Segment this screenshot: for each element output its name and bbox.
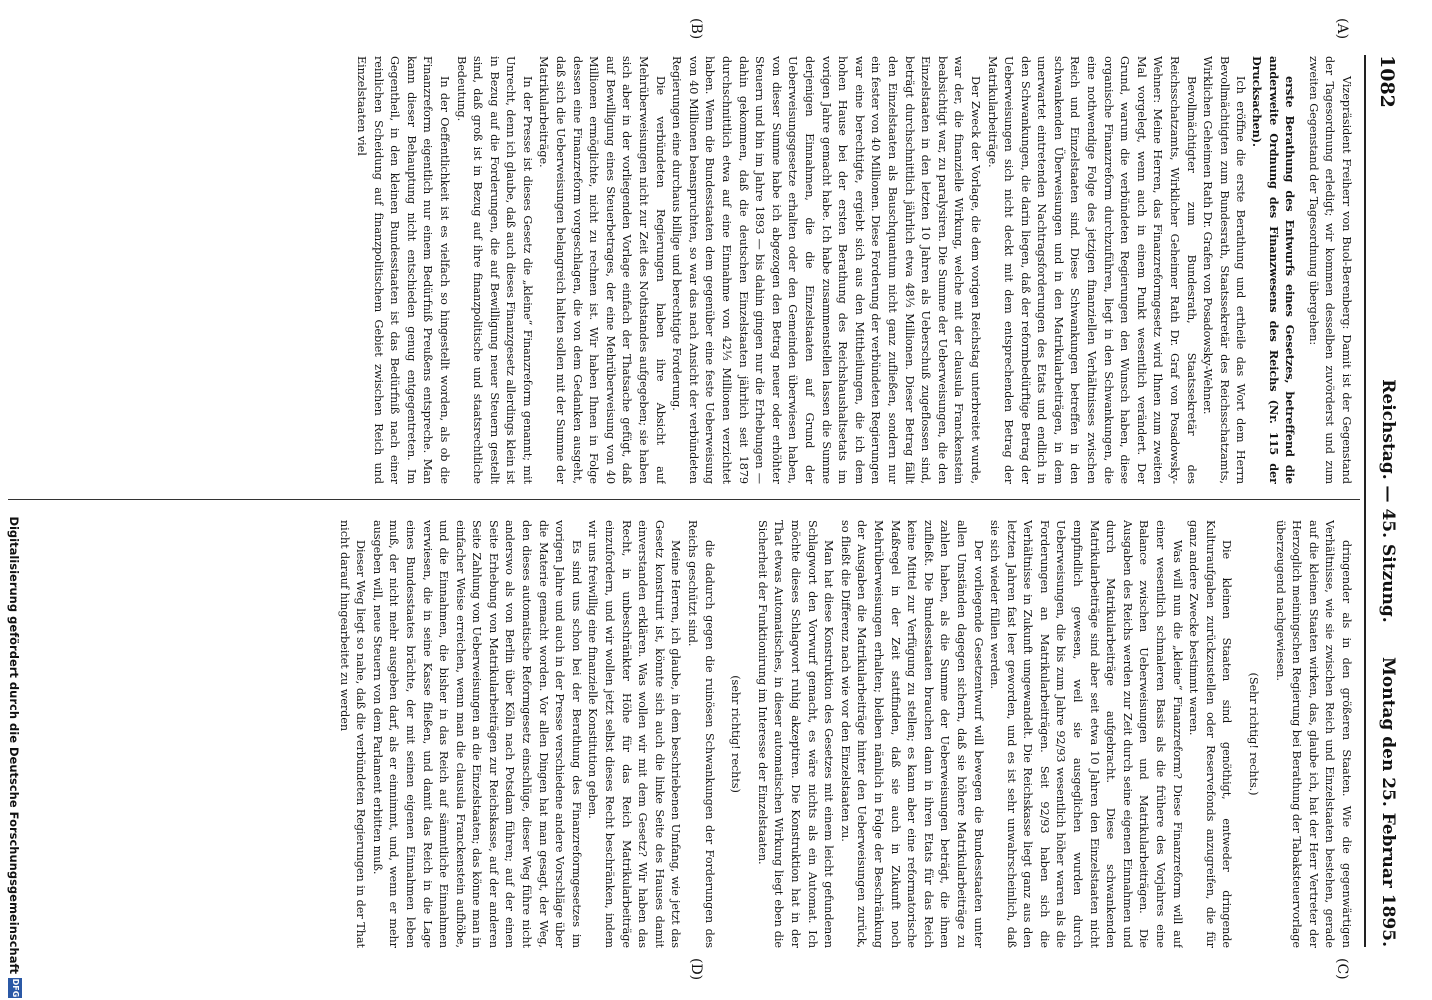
paragraph: erste Berathung des Entwurfs eines Gesetzes, betreffend die anderweite Ordnung des Finanzwesens des Reichs (Nr. 115 der Drucksachen). [1250, 56, 1298, 484]
page-number: 1082 [1376, 55, 1398, 108]
paragraph: Was will nun die „kleine“ Finanzreform? Diese Finanzreform will auf einer wesentlich schmaleren Basis als die frühere des Vorjahres eine Balance zwischen Ueberweisungen und Matrikularbeiträgen. Die Ausgaben des Reichs werden zur Zeit durch seine eigenen Einnahmen und durch Matrikularbeiträge aufgebracht. Diese schwankenden Matrikularbeiträge sind aber seit etwa 10 Jahren den Einzelstaaten nicht empfindlich gewesen, weil sie ausgeglichen wurden durch Ueberweisungen, die bis zum Jahre 92/93 wesentlich höher waren als die Forderungen an Matrikularbeiträgen. Seit 92/93 haben sich die Verhältnisse in Zukunft umgewandelt. Die Reichskasse liegt ganz aus den letzten Jahren fast leer geworden, und es ist sehr unwahrscheinlich, daß sie sich wieder füllen werden. [988, 520, 1184, 948]
paragraph: Die verbündeten Regierungen haben ihre Absicht auf Mehrüberweisungen nicht zur Zeit des Nothstandes aufgegeben; sie haben sich aber in der vorliegenden Vorlage einfach der Thatsache gefügt, daß auf Bewilligung eines Steuerbetrages, der eine Mehrüberweisung von 40 Millionen ermöglichte, nicht zu rechnen ist. Wir haben Ihnen in Folge dessen eine Finanzreform vorgeschlagen, die von dem Gedanken ausgeht, daß sich die Ueberweisungen belangreich halten sollen mit der Summe der Matrikularbeiträge. [537, 56, 667, 484]
column-divider [8, 499, 1360, 500]
paragraph: Meine Herren, ich glaube, in dem beschriebenen Umfang, wie jetzt das Gesetz konstruirt ist, könnte sich auch die linke Seite des Hauses damit einverstanden erklären. Was wollen wir mit dem Gesetz? Wir haben das Recht, in unbeschränkter Höhe für das Reich Matrikularbeiträge einzufordern, und wir wollen jetzt selbst dieses Recht beschränken, indem wir uns freiwillig eine finanzielle Konstitution geben. [586, 520, 683, 948]
page-footer [3, 0, 25, 1000]
margin-letter-b: (B) [688, 18, 704, 40]
paragraph: die dadurch gegen die ruinösen Schwankungen der Forderungen des Reichs geschützt sind. [686, 520, 716, 948]
paragraph: Dieser Weg liegt so nahe, daß die verbündeten Regierungen in der That nicht darauf hingearbeitet zu werden [337, 520, 368, 948]
dfg-logo-icon: DFG [8, 978, 22, 998]
running-title: Reichstag. — 45. Sitzung. [1378, 379, 1398, 623]
paragraph: Der Zweck der Vorlage, die dem vorigen Reichstag unterbreitet wurde, war der, die finanzielle Wirkung, welche mit der clausula Franckenstein beabsichtigt war, zu paralysiren. Die Summe der Ueberweisungen, die den Einzelstaaten in den letzten 10 Jahren als Ueberschuß zugeflossen sind, beträgt durchschnittlich jährlich etwa 48⅓ Millionen. Dieser Betrag fällt den Einzelstaaten als Bauschquantum nicht ganz zufließen, sondern nur ein fester von 40 Millionen. Diese Forderung der verbündeten Regierungen war eine berechtigte, ergiebt sich aus den Mittheilungen, die ich dem hohen Hause bei der ersten Berathung des Reichshaushaltsetats im vorigen Jahre gemacht habe. Ich habe zusammenstellen lassen die Summe derjenigen Einnahmen, die die Einzelstaaten auf Grund der Ueberweisungsgesetze erhalten oder den Gemeinden überwiesen haben, von dieser Summe habe ich abgezogen den Betrag neuer oder erhöhter Steuern und bin im Jahre 1893 — bis dahin gingen nur die Erhebungen — dahin gekommen, daß die deutschen Einzelstaaten jährlich seit 1879 durchschnittlich etwa auf eine Einnahme von 42⅓ Millionen verzichtet haben. Wenn die Bundesstaaten dem gegenüber eine feste Ueberweisung von 40 Millionen beanspruchten, so war das nach Ansicht der verbündeten Regierungen eine durchaus billige und berechtigte Forderung. [670, 56, 982, 484]
paragraph: Man hat diese Konstruktion des Gesetzes mit einem leicht gefundenen Schlagwort den Vorwurf gemacht, es wäre nichts als ein Automat. Ich möchte dieses Schlagwort ruhig akzeptiren. Die Konstruktion hat in der That etwas Automatisches, in dieser automatischen Wirkung liegt eben die Sicherheit der Funktionirung im Interesse der Einzelstaaten. [755, 520, 836, 948]
digitization-credit: Digitalisierung gefördert durch die Deutsche Forschungsgemeinschaft [7, 516, 21, 974]
session-date: Montag den 25. Februar 1895. [1378, 657, 1398, 947]
left-text-column [10, 56, 1354, 484]
margin-letter-a: (A) [1334, 18, 1350, 40]
paragraph: In der Presse ist dieses Gesetz die „kleine“ Finanzreform genannt; mit Unrecht, denn ich glaube, daß auch dieses Finanzgesetz allerdings klein ist in Bezug auf die Forderungen, die auf Bewilligung neuer Steuern gestellt sind, daß groß ist in Bezug auf ihre finanzpolitische und staatsrechtliche Bedeutung. [454, 56, 534, 484]
paragraph: Bevollmächtigter zum Bundesrath, Staatssekretär des Reichsschatzamts, Wirklicher Geheimer Rath Dr. Graf von Posadowsky-Wehner: Meine Herren, das Finanzreformgesetz wird Ihnen zum zweiten Mal vorgelegt, wenn auch in einem Punkt wesentlich verändert. Der Grund, warum die verbündeten Regierungen den Wunsch haben, diese organische Finanzreform durchzuführen, liegt in den Schwankungen, die eine nothwendige Folge des jetzigen finanziellen Verhältnisses zwischen Reich und Einzelstaaten sind. Diese Schwankungen betreffen in den schwankenden Überweisungen und in den Matrikularbeiträgen, in dem unerwartet eintretenden Nachtragsforderungen des Etats und endlich in den Schwankungen, die darin liegen, daß der reformbedürftige Betrag der Ueberweisungen sich nicht deckt mit dem entsprechenden Betrag der Matrikularbeiträge. [985, 56, 1198, 484]
paragraph: Vizepräsident Freiherr von Buol-Berenberg: Damit ist der Gegenstand der Tagesordnung erledigt; wir kommen desselben zuvörderst und zum zweiten Gegenstand der Tagesordnung übergehen: [1306, 56, 1353, 484]
margin-letter-c: (C) [1334, 958, 1350, 980]
paragraph: Der vorliegende Gesetzentwurf will bewegen die Bundesstaaten unter allen Umständen dagegen sichern, daß sie höhere Matrikularbeiträge zu zahlen haben, als die Summe der Ueberweisungen beträgt, die ihnen zufließt. Die Bundesstaaten brauchen dann in ihren Etats für das Reich keine Mittel zur Verfügung zu stellen; es kann aber eine reformatorische Maßregel in der Zeit stattfinden, daß sie auch in Zukunft noch Mehrüberweisungen erhalten; bleiben nämlich in Folge der Beschränkung der Ausgaben die Matrikularbeiträge hinter den Ueberweisungen zurück, so fließt die Differenz nach wie vor den Einzelstaaten zu. [838, 520, 985, 948]
margin-letter-d: (D) [688, 958, 704, 981]
paragraph: dringender als in den größeren Staaten. Wie die gegenwärtigen Verhältnisse, wie sie zwischen Reich und Einzelstaaten bestehen, gerade auf die kleinen Staaten wirken, das, glaube ich, hat der Herr Vertreter der Herzoglich meiningschen Regierung bei Berathung der Tabaksteuervorlage überzeugend nachgewiesen. [1273, 520, 1353, 948]
paragraph: Die kleinen Staaten sind genöthigt, entweder dringende Kulturaufgaben zurückzustellen oder Reservefonds anzugreifen, die für ganz andere Zwecke bestimmt waren. [1187, 520, 1234, 948]
paragraph: In der Oeffentlichkeit ist es vielfach so hingestellt worden, als ob die Finanzreform eigentlich nur einem Bedürfniß Preußens entspreche. Man kann dieser Behauptung nicht entschieden genug entgegentreten. Im Gegentheil, in den kleinen Bundesstaaten ist das Bedürfniß nach einer reinlichen Scheidung auf finanzpolitischem Gebiet zwischen Reich und Einzelstaaten viel [354, 56, 451, 484]
interjection: (sehr richtig! rechts) [729, 675, 743, 793]
paragraph: Es sind uns schon bei der Berathung des Finanzreformgesetzes im vorigen Jahre und auch in der Presse verschiedene andere Vorschläge über die Materie gemacht worden. Vor allen Dingen hat man gesagt, der Weg, den dieses automatische Reformgesetz einschlüge, dieser Weg führe nicht anderswo als von Berlin über Köln nach Potsdam führen; auf der einen Seite Erhebung von Matrikularbeiträgen zur Reichskasse, auf der anderen Seite Zahlung von Ueberweisungen an die Einzelstaaten; das könne man in einfacher Weise erreichen, wenn man die clausula Franckenstein aufhöbe, und die Einnahmen, die bisher in das Reich auf sämmtliche Einnahmen verwiesen, die in seine Kasse fließen, und damit das Reich in die Lage eines Bundesstaates brächte, der mit seinen eigenen Einnahmen leben muß, der nicht mehr ausgeben darf, als er einnimmt, und, wenn er mehr ausgeben will, neue Steuern von dem Parlament erbitten muß. [370, 520, 583, 948]
interjection: (Sehr richtig! rechts.) [1247, 672, 1261, 796]
paragraph: Ich eröffne die erste Berathung und ertheile das Wort dem Herrn Bevollmächtigten zum Bundesrath, Staatssekretär des Reichsschatzamts, Wirklichen Geheimen Rath Dr. Grafen von Posadowsky-Wehner. [1201, 56, 1248, 484]
right-text-column [10, 520, 1354, 948]
page-header [1364, 55, 1406, 947]
